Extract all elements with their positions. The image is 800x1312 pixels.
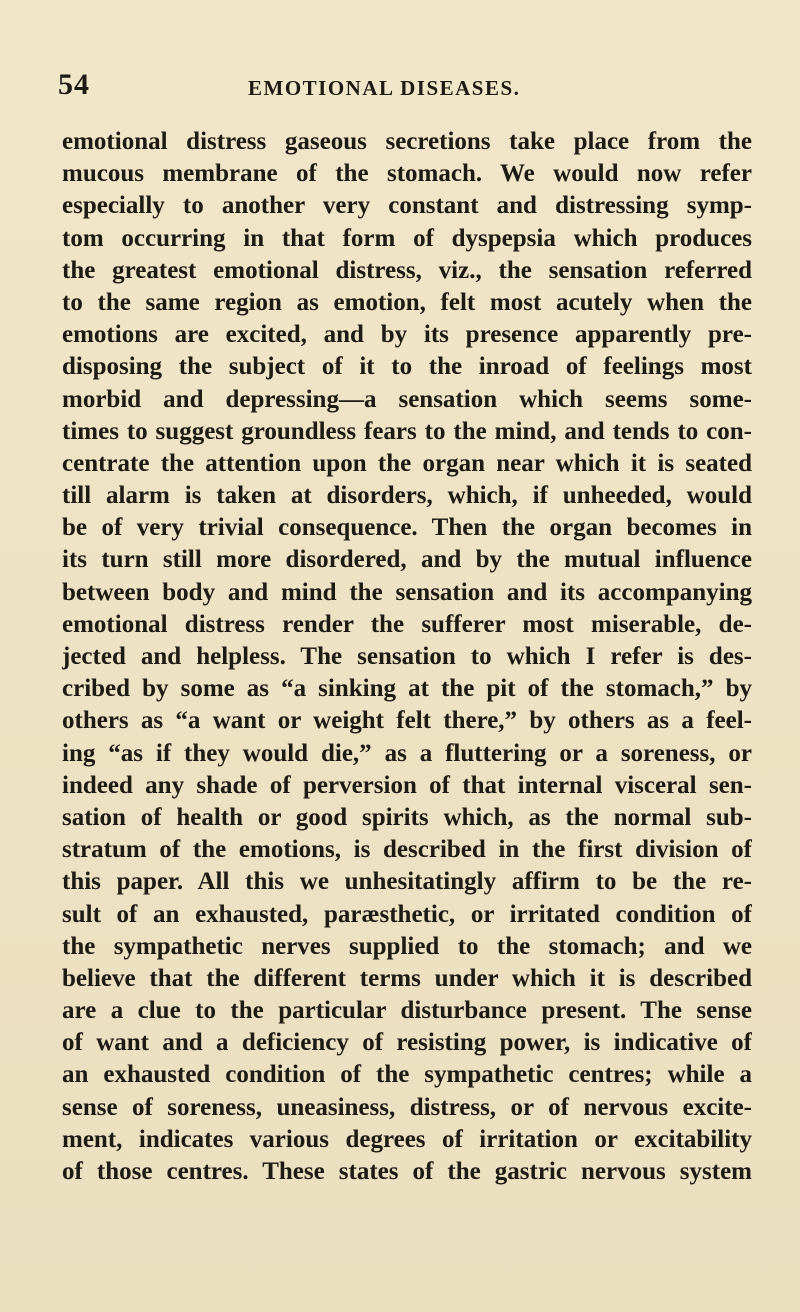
text-line: tom occurring in that form of dyspepsia which produces: [62, 224, 752, 252]
text-line: till alarm is taken at disorders, which, if unheeded, would: [62, 482, 752, 510]
running-head: EMOTIONAL DISEASES.: [248, 76, 521, 100]
page-header: [58, 68, 758, 108]
text-line: jected and helpless. The sensation to which I refer is des-: [62, 643, 752, 670]
text-line: this paper. All this we unhesitatingly affirm to be the re-: [62, 868, 752, 896]
text-line: stratum of the emotions, is described in the first division of: [62, 836, 752, 864]
text-line: sense of soreness, uneasiness, distress, or of nervous excite-: [62, 1093, 752, 1121]
text-line: an exhausted condition of the sympathetic centres; while a: [62, 1061, 752, 1089]
text-line: cribed by some as “a sinking at the pit of the stomach,” by: [62, 675, 752, 703]
text-line: mucous membrane of the stomach. We would now refer: [62, 160, 752, 188]
text-line: ing “as if they would die,” as a fluttering or a soreness, or: [62, 739, 752, 767]
text-line: times to suggest groundless fears to the mind, and tends to con-: [62, 417, 752, 445]
text-line: ment, indicates various degrees of irritation or excitability: [62, 1125, 752, 1153]
text-line: be of very trivial consequence. Then the organ becomes in: [62, 514, 752, 542]
text-line: emotions are excited, and by its presence apparently pre-: [62, 321, 752, 349]
text-line: are a clue to the particular disturbance present. The sense: [62, 997, 752, 1025]
text-line: disposing the subject of it to the inroad of feelings most: [62, 353, 752, 381]
page-number: 54: [58, 68, 90, 101]
text-line: sation of health or good spirits which, as the normal sub-: [62, 803, 752, 831]
text-line: sult of an exhausted, paræsthetic, or irritated condition of: [62, 900, 752, 928]
text-line: especially to another very constant and distressing symp-: [62, 192, 752, 220]
text-line: emotional distress gaseous secretions take place from the: [62, 128, 752, 155]
text-line: between body and mind the sensation and its accompanying: [62, 578, 752, 606]
text-line: others as “a want or weight felt there,” by others as a feel-: [62, 707, 752, 735]
text-line: indeed any shade of perversion of that internal visceral sen-: [62, 771, 752, 799]
text-line: emotional distress render the sufferer most miserable, de-: [62, 610, 752, 638]
text-line: its turn still more disordered, and by the mutual influence: [62, 546, 752, 574]
text-line: the greatest emotional distress, viz., the sensation referred: [62, 256, 752, 284]
text-line: of those centres. These states of the gastric nervous system: [62, 1158, 752, 1185]
text-line: morbid and depressing—a sensation which seems some-: [62, 385, 752, 413]
text-line: of want and a deficiency of resisting power, is indicative of: [62, 1029, 752, 1057]
text-line: the sympathetic nerves supplied to the stomach; and we: [62, 932, 752, 960]
text-line: to the same region as emotion, felt most acutely when the: [62, 288, 752, 316]
text-line: believe that the different terms under which it is described: [62, 964, 752, 992]
text-line: centrate the attention upon the organ near which it is seated: [62, 449, 752, 477]
body-text: [62, 126, 752, 1188]
